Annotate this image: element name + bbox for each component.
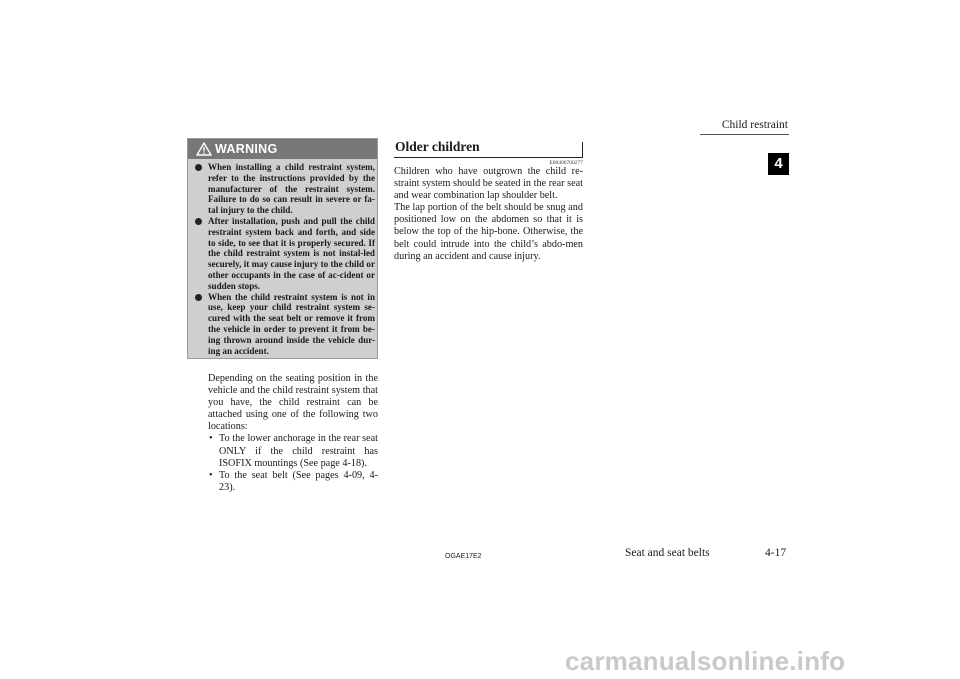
list-item	[208, 470, 378, 494]
list-item-text: To the seat belt (See pages 4-09, 4-23).	[219, 469, 378, 493]
warning-item-text: After installation, push and pull the child restraint system back and forth, and side to side, to see that it is properly secured. If the child restraint system is not instal-led securely, it may cause injury to the child or other occupants in the case of ac-cident or sudden stops.	[208, 215, 375, 291]
body-paragraph: The lap portion of the belt should be snug and positioned low on the abdomen so that it is below the top of the hip-bone. Otherwise, the belt could intrude into the child’s abdo-men during an accident and cause injury.	[394, 202, 583, 262]
body-paragraph: Children who have outgrown the child re-straint system should be seated in the rear seat and wear combination lap shoulder belt.	[394, 166, 583, 202]
warning-item	[194, 162, 375, 216]
footer-section-title: Seat and seat belts	[625, 547, 710, 559]
warning-item	[194, 292, 375, 357]
bullet-icon	[195, 164, 202, 171]
warning-item-text: When installing a child restraint system, refer to the instructions provided by the manufacturer of the restraint system. Failure to do so can result in severe or fa-tal injury to the child.	[208, 162, 375, 216]
list-item-text: To the lower anchorage in the rear seat ONLY if the child restraint has ISOFIX mountings (See page 4-18).	[219, 433, 378, 469]
bullet-dot: •	[209, 433, 213, 445]
left-body-text	[208, 373, 378, 494]
bullet-dot: •	[209, 469, 213, 481]
body-paragraph: Depending on the seating position in the vehicle and the child restraint system that you have, the child restraint can be attached using one of the following two locations:	[208, 373, 378, 433]
document-code: OGAE17E2	[445, 553, 482, 560]
bullet-icon	[195, 218, 202, 225]
warning-list	[194, 162, 375, 356]
bullet-icon	[195, 294, 202, 301]
chapter-tab[interactable]: 4	[768, 153, 789, 175]
reference-code: E00406700277	[549, 160, 583, 166]
warning-item-text: When the child restraint system is not in use, keep your child restraint system se-cured with the seat belt or remove it from the vehicle in order to prevent it from be-ing thrown around inside the vehicle dur-ing an accident.	[208, 291, 375, 356]
section-heading: Older children	[395, 139, 480, 154]
running-header-title: Child restraint	[721, 119, 788, 131]
heading-underline	[394, 157, 583, 158]
warning-item	[194, 216, 375, 292]
warning-header	[188, 139, 377, 159]
warning-box	[187, 138, 378, 359]
header-divider	[700, 134, 789, 135]
right-body-text	[394, 166, 583, 263]
location-list	[208, 433, 378, 493]
list-item	[208, 433, 378, 469]
watermark: carmanualsonline.info	[565, 646, 846, 676]
warning-title: WARNING	[215, 142, 278, 156]
page-number: 4-17	[765, 547, 787, 559]
warning-triangle-icon	[196, 142, 212, 156]
heading-side-rule	[582, 142, 583, 158]
